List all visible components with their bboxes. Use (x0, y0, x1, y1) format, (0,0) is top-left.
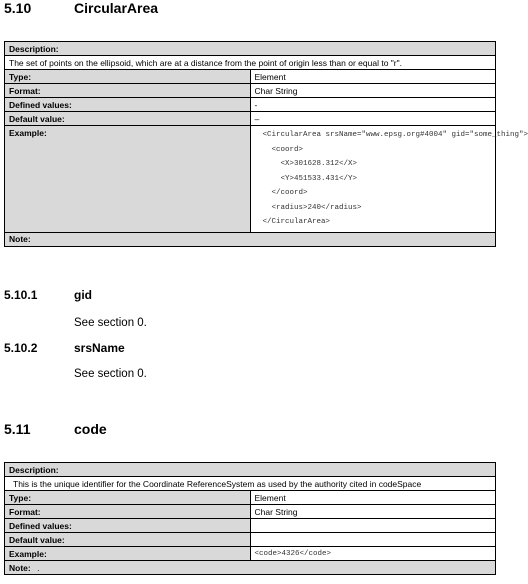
description-header-row (5, 463, 496, 477)
default-value-row (5, 112, 496, 126)
format-label: Format: (5, 505, 251, 519)
type-label: Type: (5, 70, 251, 84)
format-label: Format: (5, 84, 251, 98)
note-row (5, 232, 496, 246)
default-value-row (5, 533, 496, 547)
code-line: <radius>240</radius> (262, 203, 362, 212)
subsection-title: gid (74, 288, 92, 302)
note-value: . (37, 562, 40, 573)
description-label: Description: (5, 463, 496, 477)
description-header-row (5, 42, 496, 56)
subsection-number: 5.10.2 (4, 341, 38, 355)
note-label: Note: (9, 562, 31, 573)
type-label: Type: (5, 491, 251, 505)
subsection-text: See section 0. (74, 368, 147, 380)
subsection-text: See section 0. (74, 317, 147, 329)
subsection-number: 5.10.1 (4, 288, 38, 302)
default-value-label: Default value: (5, 112, 251, 126)
note-row (5, 561, 496, 575)
section-title: code (74, 421, 107, 437)
defined-values-row (5, 98, 496, 112)
example-row (5, 547, 496, 561)
code-line: <X>301628.312</X> (262, 160, 358, 168)
format-value: Char String (250, 84, 496, 98)
defined-values-label: Defined values: (5, 519, 251, 533)
type-row (5, 70, 496, 84)
defined-values-label: Defined values: (5, 98, 251, 112)
defined-values-value: - (250, 98, 496, 112)
code-line: <Y>451533.431</Y> (262, 174, 358, 183)
format-row (5, 505, 496, 519)
example-row (5, 126, 496, 233)
format-value: Char String (250, 505, 496, 519)
description-text: The set of points on the ellipsoid, which are at a distance from the point of origin less than or equal to "r". (5, 56, 496, 70)
example-code (250, 126, 528, 233)
default-value-label: Default value: (5, 533, 251, 547)
section-number: 5.10 (4, 0, 32, 16)
description-text: This is the unique identifier for the Coordinate ReferenceSystem as used by the authority cited in codeSpace (5, 477, 496, 491)
example-label: Example: (5, 547, 251, 561)
note-label: Note: (5, 232, 496, 246)
description-label: Description: (5, 42, 496, 56)
subsection-title: srsName (74, 341, 125, 355)
description-row (5, 477, 496, 491)
code-line: </CircularArea> (262, 218, 331, 226)
spec-table-circulararea (4, 41, 528, 247)
type-value: Element (250, 70, 496, 84)
code-line: </coord> (262, 189, 308, 197)
code-line: <coord> (262, 145, 304, 154)
default-value-value (250, 533, 496, 547)
code-line: <CircularArea srsName="www.epsg.org#4004" gid="some_thing"> (262, 131, 528, 139)
section-number: 5.11 (4, 421, 31, 437)
section-title: CircularArea (74, 0, 159, 16)
example-code: <code>4326</code> (250, 547, 496, 561)
spec-table-code (4, 462, 496, 575)
example-label: Example: (5, 126, 251, 233)
default-value-value: – (250, 112, 496, 126)
format-row (5, 84, 496, 98)
defined-values-value (250, 519, 496, 533)
type-value: Element (250, 491, 496, 505)
type-row (5, 491, 496, 505)
note-cell (5, 561, 496, 575)
description-row (5, 56, 496, 70)
defined-values-row (5, 519, 496, 533)
